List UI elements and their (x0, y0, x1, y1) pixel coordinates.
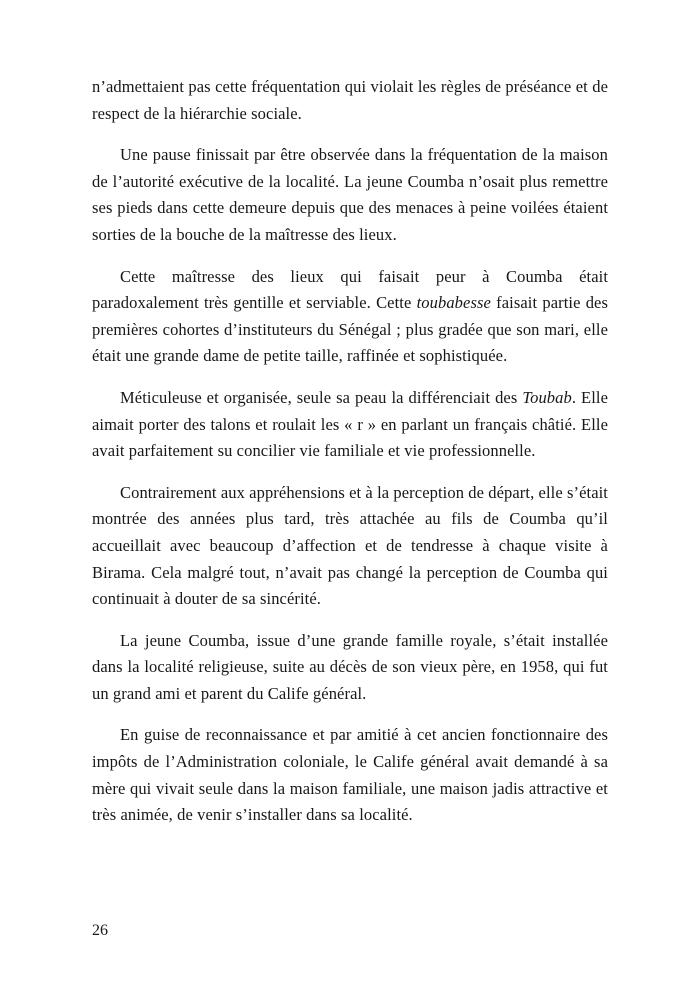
text-segment: En guise de reconnaissance et par amitié à cet ancien fonctionnaire des impôts de l’Administration coloniale, le Calife général avait demandé à sa mère qui vivait seule dans la maison familiale, une maison jadis attractive et très animée, de venir s’installer dans sa localité. (92, 725, 608, 825)
paragraph (92, 74, 608, 127)
text-segment: Contrairement aux appréhensions et à la perception de départ, elle s’était montrée des années plus tard, très attachée au fils de Coumba qu’il accueillait avec beaucoup d’affection et de tendresse à chaque visite à Birama. Cela malgré tout, n’avait pas changé la perception de Coumba qui continuait à douter de sa sincérité. (92, 482, 608, 609)
paragraph (92, 480, 608, 613)
paragraph (92, 385, 608, 465)
paragraph (92, 142, 608, 248)
text-segment: faisait partie des premières cohortes d’instituteurs du Sénégal ; plus gradée que son mari, elle était une grande dame de petite taille, raffinée et sophistiquée. (92, 293, 608, 366)
page-body (92, 74, 608, 829)
page-number: 26 (92, 922, 108, 939)
text-segment: Une pause finissait par être observée dans la fréquentation de la maison de l’autorité exécutive de la localité. La jeune Coumba n’osait plus remettre ses pieds dans cette demeure depuis que des menaces à peine voilées étaient sorties de la bouche de la maîtresse des lieux. (92, 145, 608, 244)
text-segment: La jeune Coumba, issue d’une grande famille royale, s’était installée dans la localité religieuse, suite au décès de son vieux père, en 1958, qui fut un grand ami et parent du Calife général. (92, 630, 608, 703)
text-segment: Méticuleuse et organisée, seule sa peau la différenciait des (120, 387, 523, 407)
paragraph (92, 722, 608, 828)
text-segment: . Elle aimait porter des talons et roulait les « r » en parlant un français châtié. Elle avait parfaitement su concilier vie familiale et vie professionnelle. (92, 387, 608, 461)
paragraph (92, 264, 608, 370)
text-segment: Cette maîtresse des lieux qui faisait peur à Coumba était paradoxalement très gentille et serviable. Cette (92, 266, 608, 313)
text-segment: n’admettaient pas cette fréquentation qui violait les règles de préséance et de respect de la hiérarchie sociale. (92, 77, 608, 123)
italic-text-segment: toubabesse (416, 293, 491, 313)
italic-text-segment: Toubab (522, 387, 572, 407)
paragraph (92, 628, 608, 708)
